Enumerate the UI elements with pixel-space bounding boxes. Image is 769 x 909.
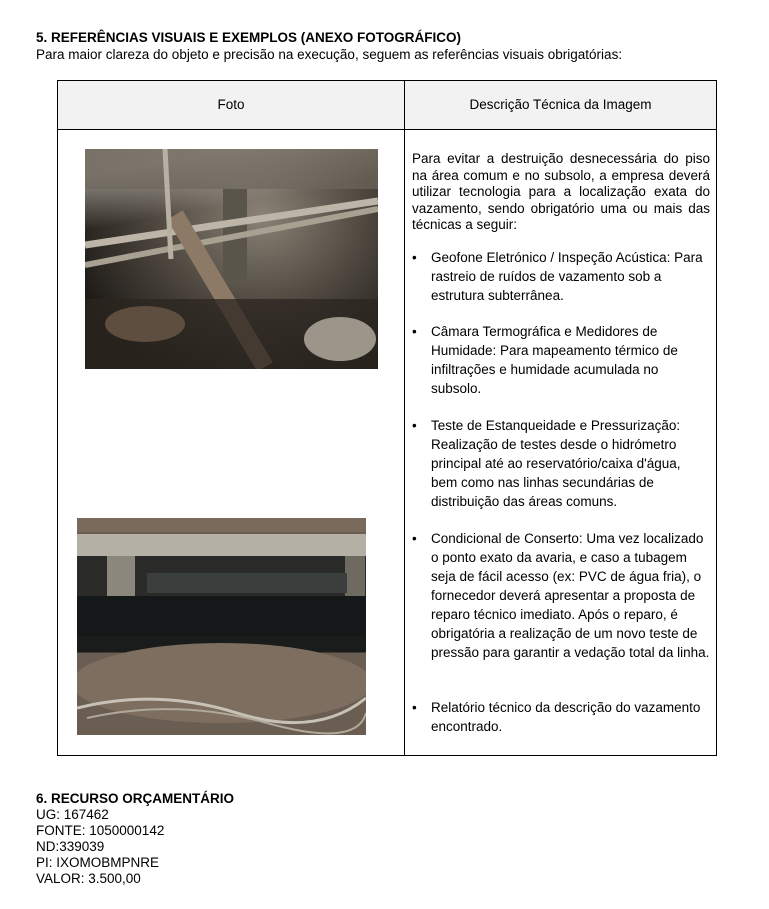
list-item-text: Condicional de Conserto: Uma vez localizado o ponto exato da avaria, e caso a tubagem seja de fácil acesso (ex: PVC de água fria), o fornecedor deverá apresentar a proposta de reparo técnico imediato. Após o reparo, é obrigatória a realização de um novo teste de pressão para garantir a vedação total da linha. bbox=[431, 531, 710, 660]
description-paragraph: Para evitar a destruição desnecessária do piso na área comum e no subsolo, a empresa deverá utilizar tecnologia para a localização exata do vazamento, sendo obrigatório uma ou mais das técnicas a seguir: bbox=[412, 151, 710, 232]
list-item bbox=[412, 416, 710, 511]
photo-reference-table bbox=[57, 80, 717, 756]
budget-pi: PI: IXOMOBMPNRE bbox=[36, 855, 160, 870]
list-item bbox=[412, 322, 710, 398]
budget-ug: UG: 167462 bbox=[36, 807, 109, 822]
budget-nd: ND:339039 bbox=[36, 839, 105, 854]
section-6-title: 6. RECURSO ORÇAMENTÁRIO bbox=[36, 791, 235, 806]
section-5-title: 5. REFERÊNCIAS VISUAIS E EXEMPLOS (ANEXO FOTOGRÁFICO) bbox=[36, 30, 462, 45]
list-item-text: Geofone Eletrónico / Inspeção Acústica: Para rastreio de ruídos de vazamento sob a estrutura subterrânea. bbox=[431, 250, 703, 303]
budget-valor: VALOR: 3.500,00 bbox=[36, 871, 141, 886]
bullet-icon: • bbox=[412, 324, 417, 339]
list-item-text: Teste de Estanqueidade e Pressurização: Realização de testes desde o hidrómetro principal até ao reservatório/caixa d'água, bem como nas linhas secundárias de distribuição das áreas comuns. bbox=[431, 418, 681, 509]
section-5-intro: Para maior clareza do objeto e precisão na execução, seguem as referências visuais obrigatórias: bbox=[36, 47, 623, 62]
header-description: Descrição Técnica da Imagem bbox=[469, 97, 652, 112]
bullet-icon: • bbox=[412, 250, 417, 265]
bullet-icon: • bbox=[412, 700, 417, 715]
bullet-icon: • bbox=[412, 531, 417, 546]
header-photo: Foto bbox=[217, 97, 245, 112]
column-divider bbox=[404, 81, 405, 755]
list-item-text: Relatório técnico da descrição do vazamento encontrado. bbox=[431, 700, 701, 734]
list-item bbox=[412, 248, 710, 305]
bullet-icon: • bbox=[412, 418, 417, 433]
budget-fonte: FONTE: 1050000142 bbox=[36, 823, 165, 838]
list-item bbox=[412, 529, 710, 662]
flooded-crawlspace-photo bbox=[77, 518, 366, 735]
technical-description bbox=[412, 151, 710, 734]
basement-pipes-photo bbox=[85, 149, 378, 369]
list-item bbox=[412, 698, 710, 736]
list-item-text: Câmara Termográfica e Medidores de Humidade: Para mapeamento térmico de infiltrações e humidade acumulada no subsolo. bbox=[431, 324, 678, 396]
